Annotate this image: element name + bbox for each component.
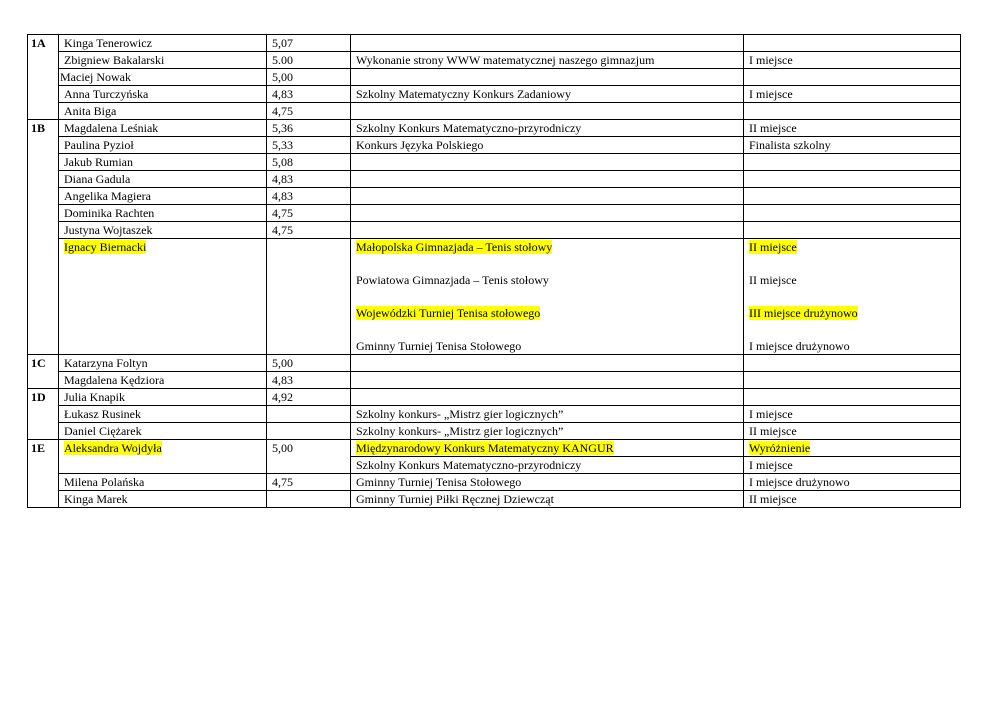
grade-average <box>267 491 351 508</box>
student-name: Łukasz Rusinek <box>59 406 267 423</box>
class-label: 1B <box>28 120 59 355</box>
contest-result <box>744 389 961 406</box>
table-row <box>28 239 961 355</box>
student-name: Julia Knapik <box>59 389 267 406</box>
contest-name <box>351 389 744 406</box>
table-row <box>28 86 961 103</box>
contest-name: Wojewódzki Turniej Tenisa stołowego <box>356 306 541 320</box>
grade-average: 4,83 <box>267 188 351 205</box>
student-name: Daniel Ciężarek <box>59 423 267 440</box>
grade-average: 4,75 <box>267 222 351 239</box>
contest-result: I miejsce <box>744 457 961 474</box>
class-label: 1A <box>28 35 59 120</box>
table-row <box>28 474 961 491</box>
contest-name <box>351 69 744 86</box>
student-name: Magdalena Leśniak <box>59 120 267 137</box>
contest-name: Szkolny Matematyczny Konkurs Zadaniowy <box>351 86 744 103</box>
table-row <box>28 372 961 389</box>
grade-average: 4,75 <box>267 103 351 120</box>
contest-result: II miejsce <box>744 120 961 137</box>
student-name: Angelika Magiera <box>59 188 267 205</box>
contest-result: II miejsce <box>749 273 797 287</box>
contest-result: III miejsce drużynowo <box>749 306 858 320</box>
grade-average: 4,75 <box>267 474 351 491</box>
class-label: 1E <box>28 440 59 508</box>
contest-name <box>351 103 744 120</box>
table-row <box>28 137 961 154</box>
table-row <box>28 423 961 440</box>
contest-result: I miejsce <box>744 406 961 423</box>
contest-name <box>351 205 744 222</box>
student-name: Zbigniew Bakalarski <box>59 52 267 69</box>
results-table <box>27 34 961 508</box>
contest-result: II miejsce <box>749 240 797 254</box>
contest-result-cell <box>744 440 961 457</box>
contest-result: I miejsce <box>744 52 961 69</box>
grade-average: 5,36 <box>267 120 351 137</box>
student-name: Anita Biga <box>59 103 267 120</box>
contest-name <box>351 355 744 372</box>
student-name: Kinga Marek <box>59 491 267 508</box>
contest-name: Gminny Turniej Tenisa Stołowego <box>351 474 744 491</box>
student-name: Anna Turczyńska <box>59 86 267 103</box>
contest-result: I miejsce <box>744 86 961 103</box>
student-name: Milena Polańska <box>59 474 267 491</box>
table-row <box>28 120 961 137</box>
student-name-cell <box>59 239 267 355</box>
table-row <box>28 154 961 171</box>
grade-average: 4,83 <box>267 86 351 103</box>
student-name: Justyna Wojtaszek <box>59 222 267 239</box>
student-name: Paulina Pyzioł <box>59 137 267 154</box>
table-row <box>28 222 961 239</box>
contest-name: Międzynarodowy Konkurs Matematyczny KANGUR <box>356 441 614 455</box>
table-row <box>28 406 961 423</box>
contest-result <box>744 154 961 171</box>
grade-average: 4,83 <box>267 171 351 188</box>
contest-result <box>744 171 961 188</box>
contest-name <box>351 171 744 188</box>
contest-result <box>744 222 961 239</box>
student-name: Katarzyna Foltyn <box>59 355 267 372</box>
contest-name: Szkolny konkurs- „Mistrz gier logicznych” <box>351 423 744 440</box>
grade-average: 5,00 <box>267 440 351 474</box>
student-name: Maciej Nowak <box>59 69 267 86</box>
student-name: Magdalena Kędziora <box>59 372 267 389</box>
contest-result <box>744 103 961 120</box>
contest-name: Szkolny Konkurs Matematyczno-przyrodniczy <box>351 120 744 137</box>
grade-average: 4,75 <box>267 205 351 222</box>
contest-result: Finalista szkolny <box>744 137 961 154</box>
contest-list <box>351 239 744 355</box>
contest-name <box>351 372 744 389</box>
contest-result: I miejsce drużynowo <box>749 339 850 353</box>
contest-result: II miejsce <box>744 491 961 508</box>
table-row <box>28 355 961 372</box>
student-name: Kinga Tenerowicz <box>59 35 267 52</box>
grade-average: 5,00 <box>267 69 351 86</box>
contest-name: Powiatowa Gimnazjada – Tenis stołowy <box>356 273 549 287</box>
student-name: Aleksandra Wojdyła <box>64 441 162 455</box>
student-name: Dominika Rachten <box>59 205 267 222</box>
result-list <box>744 239 961 355</box>
contest-name <box>351 188 744 205</box>
contest-name-cell <box>351 440 744 457</box>
table-row <box>28 52 961 69</box>
contest-name: Szkolny konkurs- „Mistrz gier logicznych” <box>351 406 744 423</box>
contest-name <box>351 154 744 171</box>
contest-result <box>744 355 961 372</box>
table-row <box>28 205 961 222</box>
contest-result <box>744 188 961 205</box>
grade-average: 4,83 <box>267 372 351 389</box>
grade-average <box>267 423 351 440</box>
table-row <box>28 171 961 188</box>
contest-result <box>744 205 961 222</box>
student-name: Jakub Rumian <box>59 154 267 171</box>
contest-result: II miejsce <box>744 423 961 440</box>
student-name: Diana Gadula <box>59 171 267 188</box>
grade-average: 5.00 <box>267 52 351 69</box>
contest-name <box>351 222 744 239</box>
table-row <box>28 103 961 120</box>
student-name-cell <box>59 440 267 474</box>
table-row <box>28 69 961 86</box>
contest-name: Konkurs Języka Polskiego <box>351 137 744 154</box>
grade-average: 5,00 <box>267 355 351 372</box>
table-row <box>28 389 961 406</box>
contest-name: Gminny Turniej Piłki Ręcznej Dziewcząt <box>351 491 744 508</box>
grade-average <box>267 406 351 423</box>
table-row <box>28 35 961 52</box>
class-label: 1D <box>28 389 59 440</box>
contest-name: Wykonanie strony WWW matematycznej naszego gimnazjum <box>351 52 744 69</box>
contest-name <box>351 35 744 52</box>
contest-name: Szkolny Konkurs Matematyczno-przyrodniczy <box>351 457 744 474</box>
table-row <box>28 491 961 508</box>
student-name: Ignacy Biernacki <box>64 240 147 254</box>
class-label: 1C <box>28 355 59 389</box>
contest-result <box>744 35 961 52</box>
grade-average: 4,92 <box>267 389 351 406</box>
contest-result: Wyróżnienie <box>749 441 811 455</box>
grade-average: 5,08 <box>267 154 351 171</box>
contest-name: Gminny Turniej Tenisa Stołowego <box>356 339 522 353</box>
contest-name: Małopolska Gimnazjada – Tenis stołowy <box>356 240 553 254</box>
table-row <box>28 188 961 205</box>
grade-average: 5,33 <box>267 137 351 154</box>
contest-result: I miejsce drużynowo <box>744 474 961 491</box>
grade-average <box>267 239 351 355</box>
grade-average: 5,07 <box>267 35 351 52</box>
contest-result <box>744 372 961 389</box>
table-row <box>28 440 961 457</box>
contest-result <box>744 69 961 86</box>
